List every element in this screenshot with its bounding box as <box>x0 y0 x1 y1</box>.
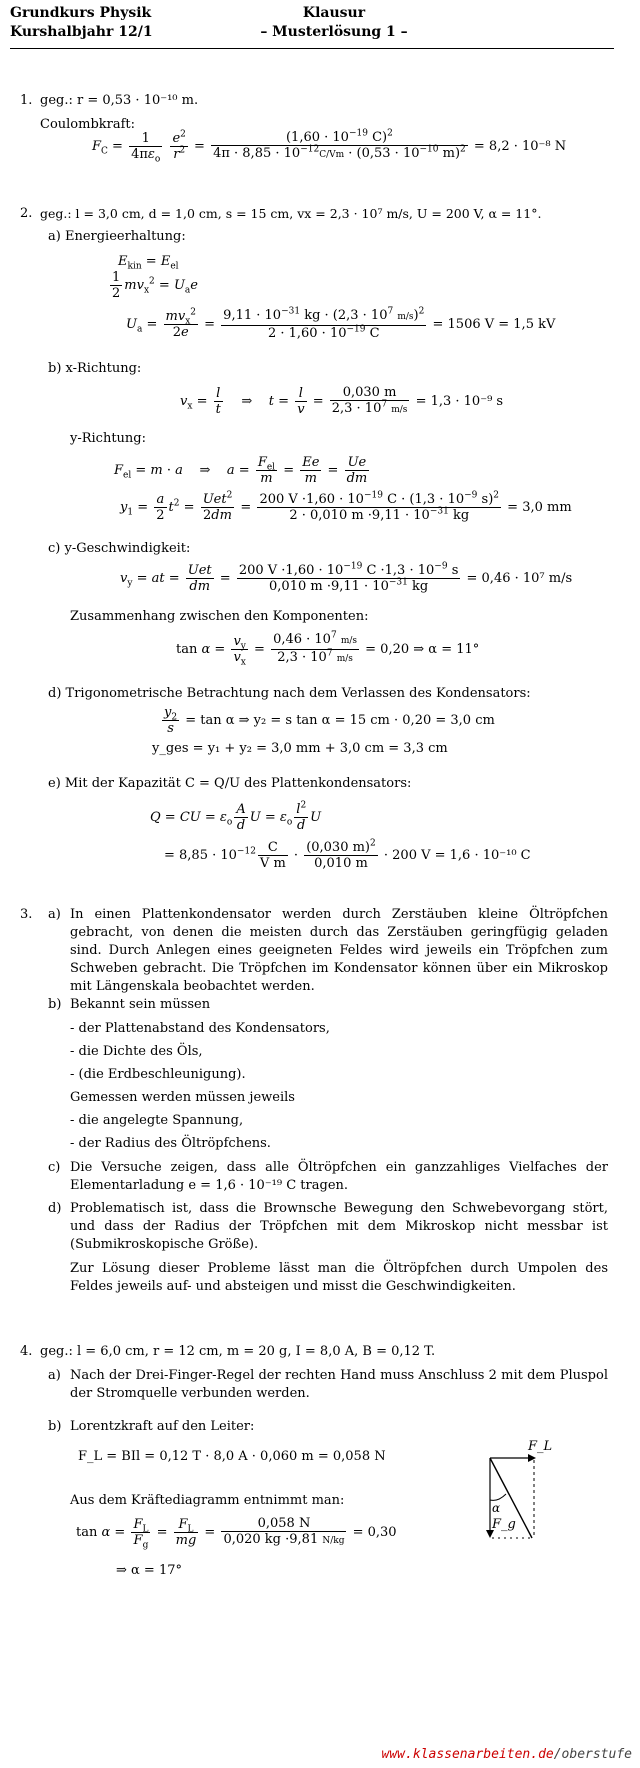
part-2c-label: c) y-Geschwindigkeit: <box>48 541 191 556</box>
measured-item: - die angelegte Spannung, <box>70 1113 244 1128</box>
capacity-eq-1: Q = CU = $\varepsilon_o$ $\frac{A}{d}$ $U = \varepsilon_o$ $\frac{l^2}{d}$ U <box>150 800 322 833</box>
problem-1-number: 1. <box>20 93 33 108</box>
measured-item: - der Radius des Öltröpfchens. <box>70 1136 271 1151</box>
energy-eq-2: $\frac{1}{2}$ $mv_x^2 = U_ae$ <box>112 270 198 301</box>
part-3c-text: Die Versuche zeigen, dass alle Öltröpfchen ein ganzzahliges Vielfaches der Elementarladung e = 1,6 · 10⁻¹⁹ C tragen. <box>70 1160 608 1193</box>
problem-3-number: 3. <box>20 907 33 922</box>
x-direction-eq: $v_x$ = $\frac{l}{t}$ ⇒ t = $\frac{l}{v}$ = $\frac{0,030 m}{2,3 \cdot 10^7 m/s}$ = 1,3 · 10⁻⁹ s <box>180 385 504 417</box>
y-direction-label: y-Richtung: <box>70 431 147 446</box>
problem-4-number: 4. <box>20 1344 33 1359</box>
y-direction-eq-2: $y_1$ = $\frac{a}{2}$ $t^2$ = $\frac{Uet^2}{2dm}$ = $\frac{200 V \cdot 1,60 \cdot 10^{-19} C \cdot (1,3 \cdot 10^{-9} s)^2}{2 \cdot 0,010 m \cdot 9,11 \cdot 10^{-31} kg}$ = 3,0 mm <box>120 490 572 523</box>
semester: Kurshalbjahr 12/1 <box>10 24 153 40</box>
lorentz-arrowhead <box>528 1454 536 1462</box>
part-4b-label: Lorentzkraft auf den Leiter: <box>70 1419 255 1434</box>
vy-equation: $v_y$ = at = $\frac{\text{Uet}}{dm}$ = $\frac{200 V \cdot 1,60 \cdot 10^{-19} C \cdot 1,3 \cdot 10^{-9} s}{0,010 m \cdot 9,11 \cdot 10^{-31} kg}$ = 0,46 · 10⁷ m/s <box>120 561 573 594</box>
header-center <box>234 4 434 42</box>
part-2e-label: e) Mit der Kapazität C = Q/U des Plattenkondensators: <box>48 776 412 791</box>
part-2a-label: a) Energieerhaltung: <box>48 229 186 244</box>
components-label: Zusammenhang zwischen den Komponenten: <box>70 609 369 624</box>
tan-alpha-eq: tan α = $\frac{v_y}{v_x}$ = $\frac{0,46 \cdot 10^7 m/s}{2,3 \cdot 10^7 m/s}$ = 0,20 ⇒ α = 11° <box>176 630 480 668</box>
part-4b-marker: b) <box>48 1419 62 1434</box>
measured-intro: Gemessen werden müssen jeweils <box>70 1090 295 1105</box>
part-3d-text-2: Zur Lösung dieser Probleme lässt man die Öltröpfchen durch Umpolen des Feldes jeweils auf- und absteigen und misst die Geschwindigkeiten. <box>70 1261 608 1294</box>
footer-url[interactable] <box>382 1747 632 1762</box>
energy-result: = 1506 V = 1,5 kV <box>432 317 556 332</box>
force-tan-eq: tan α = $\frac{F_L}{F_g}$ = $\frac{F_L}{mg}$ = $\frac{0,058 N}{0,020 kg \cdot 9,81 N/kg}$ = 0,30 <box>76 1516 397 1551</box>
label-fg: F_g <box>492 1517 516 1532</box>
part-3a-text: In einen Plattenkondensator werden durch Zerstäuben kleine Öltröpfchen gebracht, von denen die meisten durch das Zerstäuben geringfügig geladen sind. Durch Anlegen eines geeigneten Feldes wird jeweils ein Tröpfchen zum Schweben gebracht. Die Tröpfchen im Kondensator können über ein Mikroskop mit Längenskala beobachtet werden. <box>70 907 608 994</box>
part-3d-marker: d) <box>48 1201 62 1216</box>
part-4a-text: Nach der Drei-Finger-Regel der rechten Hand muss Anschluss 2 mit dem Pluspol der Stromquelle verbunden werden. <box>70 1368 608 1401</box>
problem-2-given: geg.: l = 3,0 cm, d = 1,0 cm, s = 15 cm, vx = 2,3 · 10⁷ m/s, U = 200 V, α = 11°. <box>40 206 542 221</box>
energy-eq-3: $U_a$ = $\frac{mv_x^2}{2e}$ = $\frac{9,11 \cdot 10^{-31} kg \cdot (2,3 \cdot 10^7 m/s)^2}{2 \cdot 1,60 \cdot 10^{-19} C}$ = 1506 V = 1,5 kV <box>126 306 556 341</box>
y-direction-eq-1: $F_{el} = m \cdot a$ ⇒ a = $\frac{F_{el}}{m}$ = $\frac{Ee}{m}$ = $\frac{Ue}{dm}$ <box>114 455 368 486</box>
force-diagram-label: Aus dem Kräftediagramm entnimmt man: <box>70 1493 345 1508</box>
force-diagram <box>470 1430 570 1546</box>
force-tan-result: = 0,30 <box>352 1525 397 1540</box>
exam-subtitle: – Musterlösung 1 – <box>260 24 408 40</box>
lorentz-force-eq: F_L = BIl = 0,12 T · 8,0 A · 0,060 m = 0,058 N <box>78 1449 386 1464</box>
known-item: - (die Erdbeschleunigung). <box>70 1067 246 1082</box>
coulomb-equation: $F_C$ = $\frac{1}{4\pi\varepsilon_o}$ $\frac{e^2}{r^2}$ = $\frac{(1,60 \cdot 10^{-19} C)^2}{4\pi \cdot 8,85 \cdot 10^{-12}C/Vm \cdot (0,53 \cdot 10^{-10} m)^2}$ = 8,2 · 10⁻⁸ N <box>92 128 567 165</box>
footer-path[interactable]: /oberstufe <box>553 1747 632 1762</box>
part-3c-marker: c) <box>48 1160 61 1175</box>
problem-1-law: Coulombkraft: <box>40 117 136 132</box>
tan-alpha-result: = 0,20 ⇒ α = 11° <box>365 642 480 657</box>
header-left <box>10 4 153 42</box>
problem-2-number: 2. <box>20 206 33 221</box>
known-item: - die Dichte des Öls, <box>70 1044 203 1059</box>
part-4a-marker: a) <box>48 1368 61 1383</box>
y1-result: = 3,0 mm <box>507 500 572 515</box>
trig-eq-2: y_ges = y₁ + y₂ = 3,0 mm + 3,0 cm = 3,3 cm <box>152 741 448 756</box>
part-3b-intro: Bekannt sein müssen <box>70 997 211 1012</box>
part-3d-text-1: Problematisch ist, dass die Brownsche Bewegung den Schwebevorgang stört, und dass der Radius der Tröpfchen mit dem Mikroskop nicht messbar ist (Submikroskopische Größe). <box>70 1201 608 1252</box>
capacity-eq-2: = $8,85 \cdot 10^{-12}$ $\frac{C}{\text{V m}}$ · $\frac{(0,030 m)^2}{0,010 m}$ · 200 V = 1,6 · 10⁻¹⁰ C <box>164 838 531 871</box>
exam-title: Klausur <box>302 5 366 21</box>
known-item: - der Plattenabstand des Kondensators, <box>70 1021 330 1036</box>
coulomb-result: = 8,2 · 10⁻⁸ N <box>473 139 567 154</box>
angle-arc <box>490 1494 506 1500</box>
force-angle-result: ⇒ α = 17° <box>116 1563 183 1578</box>
header-rule <box>10 48 614 49</box>
part-3a-marker: a) <box>48 907 61 922</box>
label-alpha: α <box>492 1501 501 1515</box>
problem-1-given: geg.: r = 0,53 · 10⁻¹⁰ m. <box>40 93 199 108</box>
trig-result-1: = tan α ⇒ y₂ = s tan α = 15 cm · 0,20 = 3,0 cm <box>185 713 495 728</box>
energy-eq-1: $E_{kin} = E_{el}$ <box>118 254 179 272</box>
label-fl: F_L <box>528 1439 553 1454</box>
capacity-result: · 200 V = 1,6 · 10⁻¹⁰ C <box>383 848 531 863</box>
problem-4-given: geg.: l = 6,0 cm, r = 12 cm, m = 20 g, I = 8,0 A, B = 0,12 T. <box>40 1344 436 1359</box>
part-3b-marker: b) <box>48 997 62 1012</box>
time-result: = 1,3 · 10⁻⁹ s <box>415 394 504 409</box>
part-2d-label: d) Trigonometrische Betrachtung nach dem Verlassen des Kondensators: <box>48 686 531 701</box>
footer-site[interactable]: www.klassenarbeiten.de <box>381 1747 554 1762</box>
part-2b-label: b) x-Richtung: <box>48 361 142 376</box>
course-name: Grundkurs Physik <box>10 5 152 21</box>
vy-result: = 0,46 · 10⁷ m/s <box>466 571 573 586</box>
trig-eq-1: $\frac{y_2}{s}$ = tan α ⇒ y₂ = s tan α = 15 cm · 0,20 = 3,0 cm <box>164 705 495 736</box>
